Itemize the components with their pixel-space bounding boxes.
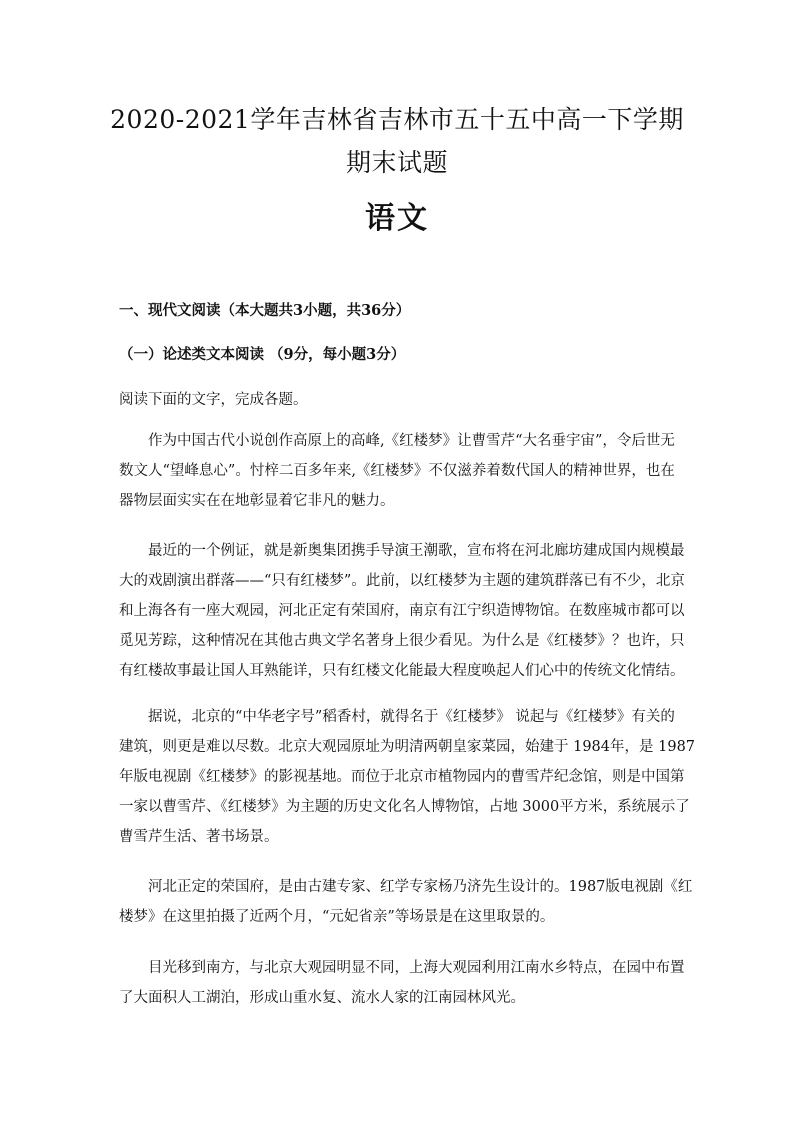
section-heading: 一、现代文阅读（本大题共3小题，共36分） — [119, 302, 411, 319]
paragraph-line: 数文人“望峰息心”。忖梓二百多年来,《红楼梦》不仅滋养着数代国人的精神世界，也在 — [119, 463, 675, 479]
paragraph-4 — [119, 872, 693, 932]
exam-title-line-2: 期末试题 — [345, 148, 448, 177]
paragraph-line: 建筑，则更是难以尽数。北京大观园原址为明清两朝皇家菜园，始建于 1984年，是 1987 — [119, 739, 696, 755]
exam-title-line-1: 2020-2021学年吉林省吉林市五十五中高一下学期 — [110, 105, 684, 134]
paragraph-line: 目光移到南方，与北京大观园明显不同，上海大观园利用江南水乡特点，在园中布置 — [119, 960, 685, 976]
paragraph-line: 大的戏剧演出群落——“只有红楼梦”。此前，以红楼梦为主题的建筑群落已有不少，北京 — [119, 573, 685, 589]
paragraph-line: 觅见芳踪，这种情况在其他古典文学名著身上很少看见。为什么是《红楼梦》？也许，只 — [119, 633, 685, 649]
paragraph-1 — [119, 426, 679, 516]
paragraph-2 — [119, 536, 685, 686]
paragraph-line: 一家以曹雪芹、《红楼梦》为主题的历史文化名人博物馆，占地 3000平方米，系统展示了 — [119, 799, 690, 815]
paragraph-line: 据说，北京的“中华老字号”稻香村，就得名于《红楼梦》 说起与《红楼梦》有关的 — [119, 709, 675, 725]
paragraph-line: 楼梦》在这里拍摄了近两个月，“元妃省亲”等场景是在这里取景的。 — [119, 909, 555, 925]
subsection-heading: （一）论述类文本阅读 （9分，每小题3分） — [119, 346, 406, 363]
paragraph-line: 了大面积人工湖泊，形成山重水复、流水人家的江南园林风光。 — [119, 990, 525, 1006]
paragraph-line: 河北正定的荣国府，是由古建专家、红学专家杨乃济先生设计的。1987版电视剧《红 — [119, 879, 693, 895]
paragraph-5 — [119, 953, 685, 1013]
reading-instruction: 阅读下面的文字，完成各题。 — [119, 392, 308, 408]
paragraph-line: 器物层面实实在在地彰显着它非凡的魅力。 — [119, 493, 395, 509]
paragraph-line: 作为中国古代小说创作高原上的高峰,《红楼梦》让曹雪芹“大名垂宇宙”，令后世无 — [119, 433, 675, 449]
paragraph-line: 曹雪芹生活、著书场景。 — [119, 829, 279, 845]
paragraph-3 — [119, 702, 696, 852]
subject-title: 语文 — [365, 201, 429, 236]
paragraph-line: 最近的一个例证，就是新奥集团携手导演王潮歌，宣布将在河北廊坊建成国内规模最 — [119, 543, 685, 559]
paragraph-line: 年版电视剧《红楼梦》的影视基地。而位于北京市植物园内的曹雪芹纪念馆，则是中国第 — [119, 769, 685, 785]
paragraph-line: 有红楼故事最让国人耳熟能详，只有红楼文化能最大程度唤起人们心中的传统文化情结。 — [119, 663, 685, 679]
paragraph-line: 和上海各有一座大观园，河北正定有荣国府，南京有江宁织造博物馆。在数座城市都可以 — [119, 603, 685, 619]
